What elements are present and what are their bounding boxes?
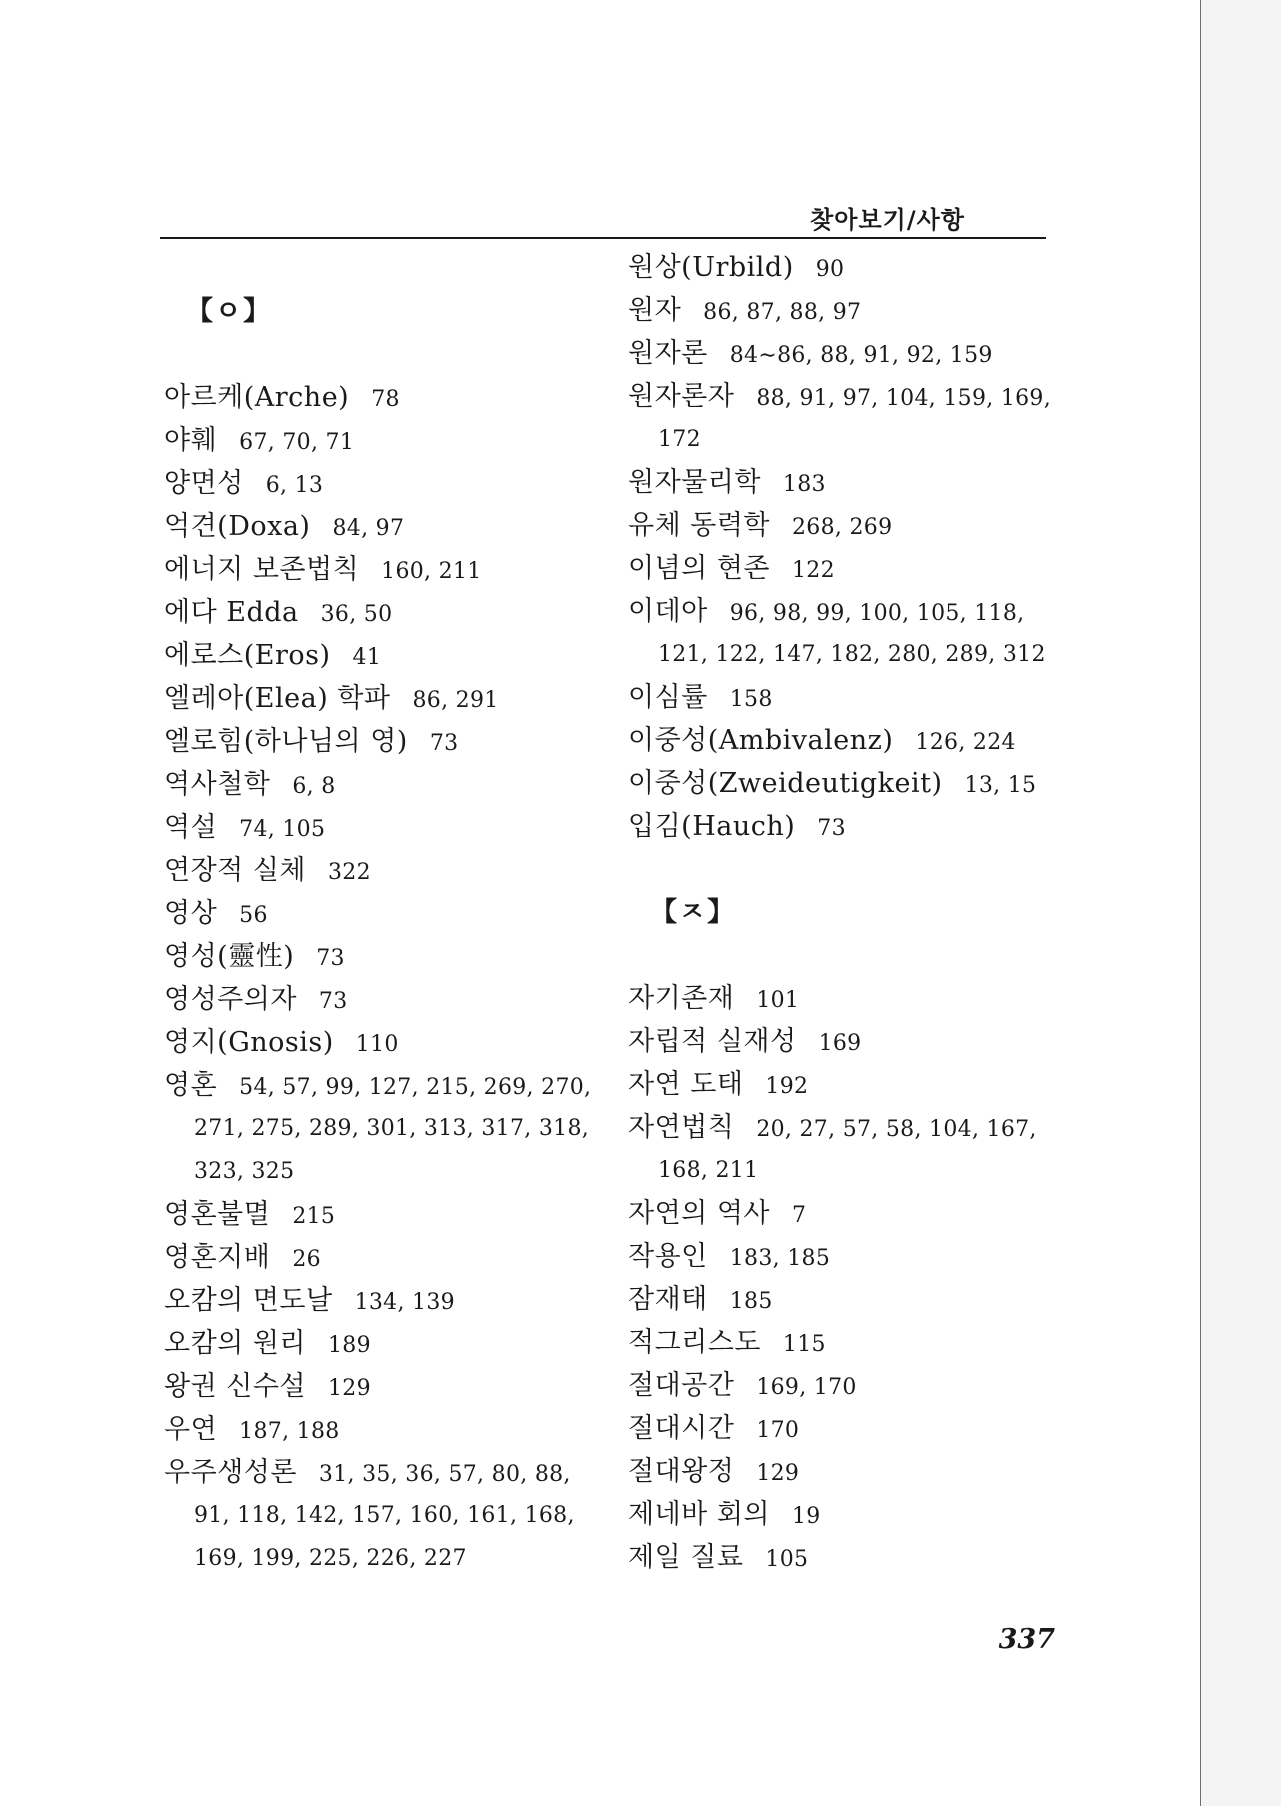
index-page-refs: 73 [817, 816, 846, 841]
index-term: 영혼 [164, 1070, 218, 1101]
index-page-refs-continued: 169, 199, 225, 226, 227 [194, 1546, 467, 1571]
index-term: 이중성(Zweideutigkeit) [628, 768, 943, 799]
index-entry [628, 1407, 1088, 1450]
index-entry [164, 806, 624, 849]
index-page-refs: 215 [292, 1204, 336, 1229]
index-page-refs: 86, 291 [412, 688, 499, 713]
index-page-refs: 122 [792, 558, 835, 583]
index-entry-line [628, 1536, 1088, 1579]
index-page-refs: 78 [371, 387, 400, 412]
index-entry [164, 548, 624, 591]
index-entry [164, 1279, 624, 1322]
index-page-refs: 41 [352, 645, 382, 670]
index-page-refs: 129 [756, 1461, 800, 1486]
index-term: 우연 [164, 1414, 218, 1445]
index-entry [164, 1236, 624, 1279]
index-page-refs: 86, 87, 88, 97 [703, 300, 862, 325]
index-entry-line [164, 376, 624, 419]
running-header: 찾아보기/사항 [810, 206, 965, 234]
index-term: 유체 동력학 [628, 510, 770, 541]
index-entry-line [628, 977, 1088, 1020]
index-term: 제일 질료 [628, 1542, 744, 1573]
index-term: 자립적 실재성 [628, 1026, 797, 1057]
index-entry [628, 1063, 1088, 1106]
index-entry [164, 1064, 624, 1193]
index-term: 역사철학 [164, 769, 271, 800]
index-term: 원자 [628, 295, 682, 326]
index-entry-line [628, 1106, 1088, 1149]
index-term: 양면성 [164, 468, 244, 499]
index-term: 야훼 [164, 425, 218, 456]
index-term: 엘레아(Elea) 학파 [164, 683, 391, 714]
index-entry [164, 634, 624, 677]
index-page-refs: 54, 57, 99, 127, 215, 269, 270, [239, 1075, 592, 1100]
index-entry-line [628, 1278, 1088, 1321]
index-entry [164, 1408, 624, 1451]
index-term: 연장적 실체 [164, 855, 306, 886]
index-entry-line [164, 419, 624, 462]
index-page-refs: 101 [756, 988, 800, 1013]
index-entry-line [628, 1321, 1088, 1364]
index-entry [628, 1536, 1088, 1579]
index-entry-list [164, 376, 624, 1580]
index-page-refs: 73 [316, 946, 345, 971]
index-entry-line [628, 1020, 1088, 1063]
index-page-refs: 90 [815, 257, 845, 282]
index-entry-line [164, 720, 624, 763]
index-term: 작용인 [628, 1241, 708, 1272]
index-entry-line [164, 935, 624, 978]
index-page-refs: 189 [328, 1333, 371, 1358]
index-term: 제네바 회의 [628, 1499, 770, 1530]
index-page-refs: 322 [328, 860, 371, 885]
index-page-refs: 183, 185 [729, 1246, 831, 1271]
index-entry-line [628, 289, 1088, 332]
index-entry [164, 1193, 624, 1236]
index-entry [628, 1278, 1088, 1321]
index-page-refs: 84∼86, 88, 91, 92, 159 [729, 343, 993, 368]
index-entry-line [164, 505, 624, 548]
index-entry-line [164, 548, 624, 591]
index-entry [628, 805, 1088, 848]
index-term: 영지(Gnosis) [164, 1027, 334, 1058]
index-page-refs: 7 [792, 1203, 807, 1228]
index-entry [628, 1321, 1088, 1364]
index-column-left [164, 260, 624, 1580]
index-page-refs: 36, 50 [320, 602, 393, 627]
index-term: 원자론자 [628, 381, 735, 412]
index-page-refs: 31, 35, 36, 57, 80, 88, [318, 1462, 571, 1487]
index-entry [628, 1106, 1088, 1192]
index-entry [628, 977, 1088, 1020]
index-entry-line [164, 849, 624, 892]
index-entry [164, 505, 624, 548]
index-entry-line [164, 591, 624, 634]
index-page-refs: 88, 91, 97, 104, 159, 169, [756, 386, 1052, 411]
index-term: 영혼불멸 [164, 1199, 271, 1230]
index-entry [164, 419, 624, 462]
index-entry [628, 1493, 1088, 1536]
index-page-refs: 187, 188 [239, 1419, 340, 1444]
index-entry-line [628, 332, 1088, 375]
index-page-refs: 268, 269 [792, 515, 893, 540]
index-term: 에너지 보존법칙 [164, 554, 360, 585]
index-page-refs: 20, 27, 57, 58, 104, 167, [756, 1117, 1037, 1142]
index-entry [628, 590, 1088, 676]
index-term: 이데아 [628, 596, 708, 627]
index-term: 원자론 [628, 338, 708, 369]
index-entry [164, 1021, 624, 1064]
index-entry-line [164, 1365, 624, 1408]
index-entry-line [164, 1193, 624, 1236]
index-term: 이심률 [628, 682, 708, 713]
index-page-refs: 158 [729, 687, 773, 712]
index-page-refs: 6, 13 [265, 473, 324, 498]
index-entry [628, 719, 1088, 762]
index-entry [164, 720, 624, 763]
index-term: 원상(Urbild) [628, 252, 794, 283]
index-entry-line [628, 805, 1088, 848]
index-term: 입김(Hauch) [628, 811, 796, 842]
index-entry-line [628, 719, 1088, 762]
index-page-refs-continued: 271, 275, 289, 301, 313, 317, 318, [194, 1116, 590, 1141]
index-column-right [628, 246, 1088, 1579]
index-term: 이념의 현존 [628, 553, 770, 584]
index-page-refs: 160, 211 [381, 559, 482, 584]
index-term: 엘로힘(하나님의 영) [164, 726, 408, 757]
index-entry [164, 892, 624, 935]
index-term: 영상 [164, 898, 218, 929]
section-heading-ieung: 【ㅇ】 [186, 296, 273, 327]
index-term: 이중성(Ambivalenz) [628, 725, 894, 756]
index-entry [164, 763, 624, 806]
index-term: 오캄의 원리 [164, 1328, 306, 1359]
index-term: 절대왕정 [628, 1456, 735, 1487]
index-page-refs-continued: 121, 122, 147, 182, 280, 289, 312 [658, 642, 1046, 667]
index-entry [164, 935, 624, 978]
index-entry [628, 504, 1088, 547]
index-term: 아르케(Arche) [164, 382, 350, 413]
index-entry [164, 591, 624, 634]
index-entry-line [164, 634, 624, 677]
index-page-refs: 73 [318, 989, 348, 1014]
section-heading-jieut: 【ㅈ】 [650, 897, 737, 928]
index-entry-list [628, 977, 1088, 1579]
index-entry-line [628, 1235, 1088, 1278]
index-entry [164, 677, 624, 720]
index-entry-line [164, 978, 624, 1021]
index-entry [628, 1020, 1088, 1063]
index-entry [628, 246, 1088, 289]
index-term: 원자물리학 [628, 467, 761, 498]
index-page-refs: 13, 15 [964, 773, 1037, 798]
index-page-refs: 185 [729, 1289, 773, 1314]
index-page-refs: 183 [782, 472, 826, 497]
index-entry [164, 849, 624, 892]
index-entry-line [164, 892, 624, 935]
index-entry [164, 376, 624, 419]
index-entry-line [164, 1236, 624, 1279]
index-entry-line [164, 1322, 624, 1365]
index-term: 절대시간 [628, 1413, 735, 1444]
index-page-refs-continued: 172 [658, 427, 701, 452]
index-entry [628, 1235, 1088, 1278]
index-term: 절대공간 [628, 1370, 735, 1401]
index-entry [164, 462, 624, 505]
index-term: 자연의 역사 [628, 1198, 770, 1229]
index-entry-list [628, 246, 1088, 848]
index-page-refs: 192 [765, 1074, 809, 1099]
index-entry-line [164, 1451, 624, 1494]
header-rule [160, 237, 1046, 239]
index-entry [628, 332, 1088, 375]
index-entry-line [164, 1279, 624, 1322]
index-entry-line [164, 1408, 624, 1451]
index-page-refs: 67, 70, 71 [239, 430, 355, 455]
index-entry-line [628, 762, 1088, 805]
index-page-refs: 6, 8 [292, 774, 336, 799]
index-entry-line [628, 246, 1088, 289]
index-term: 잠재태 [628, 1284, 708, 1315]
index-term: 우주생성론 [164, 1457, 297, 1488]
index-entry-line [628, 1450, 1088, 1493]
index-entry-line [164, 462, 624, 505]
index-term: 영혼지배 [164, 1242, 271, 1273]
index-page-refs: 115 [782, 1332, 826, 1357]
index-entry [628, 289, 1088, 332]
index-entry-line [628, 375, 1088, 418]
index-entry [628, 762, 1088, 805]
index-entry [628, 1364, 1088, 1407]
index-term: 자연법칙 [628, 1112, 735, 1143]
index-entry-line [628, 1407, 1088, 1450]
index-term: 왕권 신수설 [164, 1371, 306, 1402]
index-entry [628, 676, 1088, 719]
index-entry [628, 1450, 1088, 1493]
index-entry [628, 1192, 1088, 1235]
index-entry [164, 1365, 624, 1408]
index-page-refs: 96, 98, 99, 100, 105, 118, [729, 601, 1025, 626]
index-term: 자연 도태 [628, 1069, 744, 1100]
index-term: 억견(Doxa) [164, 511, 311, 542]
index-page-refs-continued: 168, 211 [658, 1158, 759, 1183]
index-page-refs: 19 [792, 1504, 821, 1529]
index-entry-line [628, 676, 1088, 719]
index-page-refs: 105 [765, 1547, 809, 1572]
index-entry-line [164, 1021, 624, 1064]
index-page-refs-continued: 91, 118, 142, 157, 160, 161, 168, [194, 1503, 575, 1528]
index-term: 오캄의 면도날 [164, 1285, 333, 1316]
index-entry [628, 461, 1088, 504]
index-entry-line [628, 1063, 1088, 1106]
index-term: 에로스(Eros) [164, 640, 331, 671]
index-entry [628, 375, 1088, 461]
index-page-refs: 126, 224 [915, 730, 1016, 755]
index-term: 적그리스도 [628, 1327, 761, 1358]
index-term: 역설 [164, 812, 218, 843]
index-entry [164, 1451, 624, 1580]
index-term: 자기존재 [628, 983, 735, 1014]
index-page-refs: 56 [239, 903, 268, 928]
index-entry-line [164, 763, 624, 806]
index-term: 에다 Edda [164, 597, 299, 628]
index-entry-line [628, 461, 1088, 504]
index-page-refs-continued: 323, 325 [194, 1159, 295, 1184]
index-entry-line [628, 590, 1088, 633]
index-entry-line [628, 504, 1088, 547]
index-entry [164, 978, 624, 1021]
index-page-refs: 73 [429, 731, 459, 756]
index-entry-line [628, 1493, 1088, 1536]
index-entry-line [164, 677, 624, 720]
index-entry-line [628, 1192, 1088, 1235]
index-entry-line [164, 806, 624, 849]
index-page-refs: 134, 139 [354, 1290, 455, 1315]
index-entry-line [164, 1064, 624, 1107]
index-page-refs: 74, 105 [239, 817, 326, 842]
index-term: 영성주의자 [164, 984, 297, 1015]
viewer-margin [1201, 0, 1281, 1806]
index-page-refs: 110 [355, 1032, 399, 1057]
index-page-refs: 169, 170 [756, 1375, 857, 1400]
index-entry-line [628, 547, 1088, 590]
index-entry [628, 547, 1088, 590]
page-number: 337 [998, 1624, 1055, 1655]
index-term: 영성(靈性) [164, 941, 295, 972]
index-page-refs: 129 [328, 1376, 371, 1401]
index-page-refs: 84, 97 [332, 516, 405, 541]
index-page-refs: 170 [756, 1418, 800, 1443]
index-entry [164, 1322, 624, 1365]
index-entry-line [628, 1364, 1088, 1407]
index-page-refs: 169 [818, 1031, 862, 1056]
index-page-refs: 26 [292, 1247, 321, 1272]
